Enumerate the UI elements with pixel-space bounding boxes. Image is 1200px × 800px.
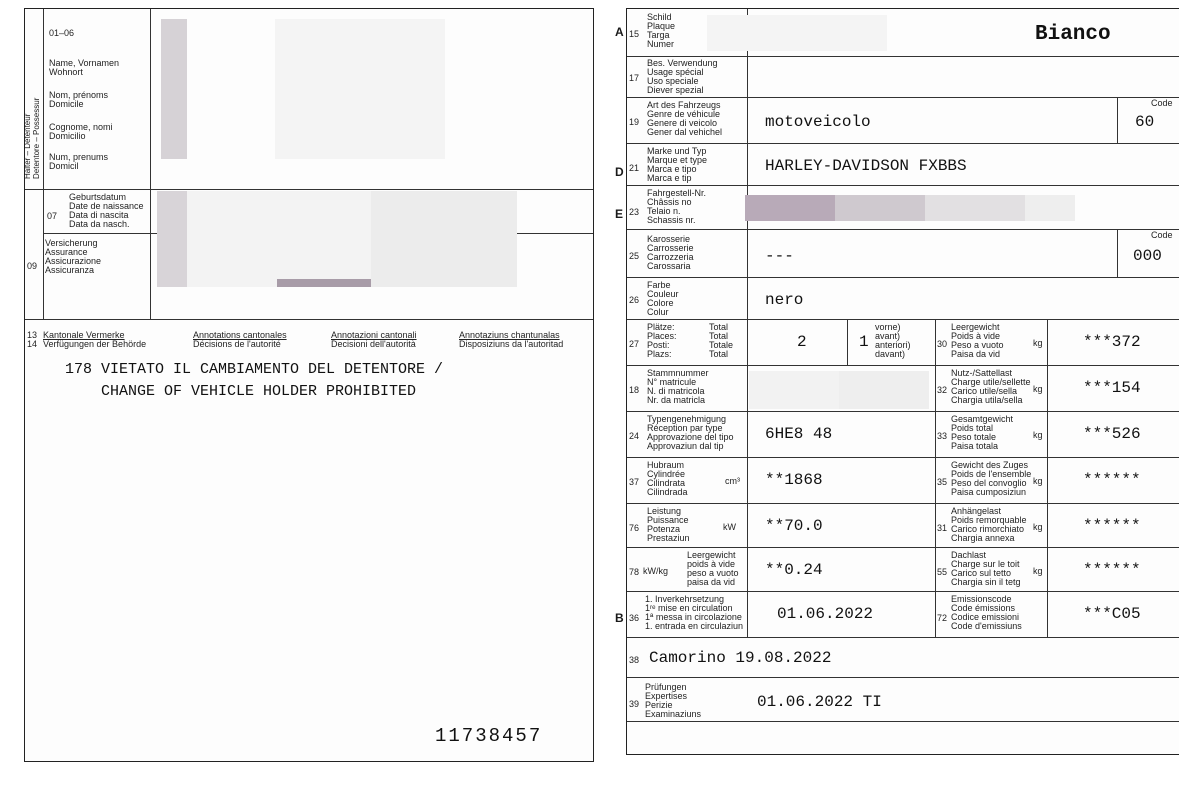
color-value: nero bbox=[765, 291, 804, 309]
field-30-number: 30 bbox=[937, 339, 948, 349]
holder-label-de: Name, Vornamen Wohnort bbox=[49, 58, 120, 77]
row-divider bbox=[627, 277, 1179, 278]
row-divider bbox=[627, 721, 1179, 722]
field-78-unit: kW/kg bbox=[643, 566, 669, 576]
annotation-header-rm: Annotaziuns chantunalas Disposiziuns da l'autoritad bbox=[459, 330, 564, 349]
annotation-header-it: Annotazioni cantonali Decisioni dell'autorità bbox=[331, 330, 417, 349]
field-35-unit: kg bbox=[1033, 476, 1043, 486]
body-value: --- bbox=[765, 247, 794, 265]
field-26-labels: Farbe Couleur Colore Colur bbox=[647, 280, 679, 317]
field-72-number: 72 bbox=[937, 613, 948, 623]
chassis-redacted-4 bbox=[1025, 195, 1075, 221]
train-weight-value: ****** bbox=[1083, 471, 1141, 489]
field-76-number: 76 bbox=[629, 523, 640, 533]
section-letter-e: E bbox=[615, 207, 624, 221]
power-weight-ratio-value: **0.24 bbox=[765, 561, 823, 579]
empty-weight-value: ***372 bbox=[1083, 333, 1141, 351]
type-approval-value: 6HE8 48 bbox=[765, 425, 833, 443]
roof-load-value: ****** bbox=[1083, 561, 1141, 579]
inspection-value: 01.06.2022 TI bbox=[757, 693, 882, 711]
row-divider bbox=[627, 591, 1179, 592]
field-35-number: 35 bbox=[937, 477, 948, 487]
row-divider bbox=[627, 319, 1179, 320]
first-registration-value: 01.06.2022 bbox=[777, 605, 874, 623]
code-label: Code bbox=[1151, 230, 1173, 240]
displacement-value: **1868 bbox=[765, 471, 823, 489]
seats-front-labels: vorne) avant) anteriori) davant) bbox=[875, 322, 911, 359]
holder-vertical-label: Halter – Détenteur Detentore – Possessur bbox=[23, 97, 41, 179]
field-32-number: 32 bbox=[937, 385, 948, 395]
section-letter-d: D bbox=[615, 165, 624, 179]
chassis-redacted-1 bbox=[745, 195, 835, 221]
field-18-number: 18 bbox=[629, 385, 640, 395]
row-divider bbox=[627, 185, 1179, 186]
annotation-header-fr: Annotations cantonales Décisions de l'autorité bbox=[193, 330, 287, 349]
holder-page bbox=[24, 8, 594, 762]
holder-left-divider bbox=[43, 9, 44, 319]
field-55-unit: kg bbox=[1033, 566, 1043, 576]
holder-code: 01–06 bbox=[49, 28, 75, 38]
insurance-redacted-bar bbox=[277, 279, 372, 287]
holder-label-rm: Num, prenums Domicil bbox=[49, 152, 109, 171]
field-30-labels: Leergewicht Poids à vide Peso a vuoto Paisa da vid bbox=[951, 322, 1004, 359]
field-32-labels: Nutz-/Sattellast Charge utile/sellette Carico utile/sella Chargia utila/sella bbox=[951, 368, 1031, 405]
field-33-unit: kg bbox=[1033, 430, 1043, 440]
field-31-number: 31 bbox=[937, 523, 948, 533]
field-27-labels: Plätze: Places: Posti: Plazs: bbox=[647, 322, 677, 359]
field-24-labels: Typengenehmigung Réception par type Approvazione del tipo Approvaziun dal tip bbox=[647, 414, 734, 451]
plate-color-value: Bianco bbox=[1035, 23, 1111, 46]
field-76-unit: kW bbox=[723, 522, 736, 532]
section-letter-a: A bbox=[615, 25, 624, 39]
field-31-unit: kg bbox=[1033, 522, 1043, 532]
field-39-number: 39 bbox=[629, 699, 640, 709]
emission-code-value: ***C05 bbox=[1083, 605, 1141, 623]
field-72-labels: Emissionscode Code émissions Codice emissioni Code d'emissiuns bbox=[951, 594, 1022, 631]
code-column-divider bbox=[1117, 97, 1118, 143]
field-23-labels: Fahrgestell-Nr. Châssis no Telaio n. Schassis nr. bbox=[647, 188, 707, 225]
field-36-number: 36 bbox=[629, 613, 640, 623]
row-divider bbox=[627, 637, 1179, 638]
field-18-labels: Stammnummer N° matricule N. di matricola Nr. da matricla bbox=[647, 368, 709, 405]
label-column-divider bbox=[747, 9, 748, 637]
field-15-number: 15 bbox=[629, 29, 640, 39]
document-number: 11738457 bbox=[435, 725, 543, 747]
right-half-divider bbox=[935, 319, 936, 637]
seats-divider bbox=[847, 319, 848, 365]
row-divider bbox=[627, 143, 1179, 144]
chassis-redacted-3 bbox=[925, 195, 1025, 221]
annotation-header-de: Kantonale Vermerke Verfügungen der Behörde bbox=[43, 330, 147, 349]
field-33-labels: Gesamtgewicht Poids total Peso totale Paisa totala bbox=[951, 414, 1014, 451]
vehicle-type-value: motoveicolo bbox=[765, 113, 871, 131]
field-38-number: 38 bbox=[629, 655, 640, 665]
payload-value: ***154 bbox=[1083, 379, 1141, 397]
field-24-number: 24 bbox=[629, 431, 640, 441]
vehicle-page bbox=[615, 8, 1179, 755]
seats-total-value: 2 bbox=[797, 333, 807, 351]
total-weight-value: ***526 bbox=[1083, 425, 1141, 443]
section-letter-b: B bbox=[615, 611, 624, 625]
vehicle-type-code: 60 bbox=[1135, 113, 1155, 131]
row-divider bbox=[627, 457, 1179, 458]
field-21-labels: Marke und Typ Marque et type Marca e tipo Marca e tip bbox=[647, 146, 708, 183]
holder-label-it: Cognome, nomi Domicilio bbox=[49, 122, 113, 141]
birth-redacted bbox=[157, 191, 187, 287]
field-25-labels: Karosserie Carrosserie Carrozzeria Carossaria bbox=[647, 234, 694, 271]
field-35-labels: Gewicht des Zuges Poids de l'ensemble Peso del convoglio Paisa cumposiziun bbox=[951, 460, 1032, 497]
seats-front-value: 1 bbox=[859, 333, 869, 351]
field-19-number: 19 bbox=[629, 117, 640, 127]
birth-field-number: 07 bbox=[47, 211, 58, 221]
field-31-labels: Anhängelast Poids remorquable Carico rimorchiato Chargia annexa bbox=[951, 506, 1027, 543]
field-55-number: 55 bbox=[937, 567, 948, 577]
holder-label-divider bbox=[150, 9, 151, 319]
field-23-number: 23 bbox=[629, 207, 640, 217]
remark-line-2: CHANGE OF VEHICLE HOLDER PROHIBITED bbox=[101, 383, 417, 400]
row-divider bbox=[627, 365, 1179, 366]
field-17-number: 17 bbox=[629, 73, 640, 83]
row-divider bbox=[627, 677, 1179, 678]
birth-divider bbox=[25, 189, 593, 190]
annotation-numbers: 13 14 bbox=[27, 330, 38, 349]
annotations-divider bbox=[25, 319, 593, 320]
field-27-total-labels: Total Total Totale Total bbox=[709, 322, 734, 359]
body-code: 000 bbox=[1133, 247, 1162, 265]
field-76-labels: Leistung Puissance Potenza Prestaziun bbox=[647, 506, 690, 543]
insurance-field-number: 09 bbox=[27, 261, 38, 271]
code-label: Code bbox=[1151, 98, 1173, 108]
field-78-number: 78 bbox=[629, 567, 640, 577]
make-model-value: HARLEY-DAVIDSON FXBBS bbox=[765, 157, 967, 175]
row-divider bbox=[627, 229, 1179, 230]
field-30-unit: kg bbox=[1033, 338, 1043, 348]
field-33-number: 33 bbox=[937, 431, 948, 441]
matriculation-redacted-1 bbox=[749, 371, 839, 409]
field-78-labels: Leergewicht poids à vide peso a vuoto paisa da vid bbox=[687, 550, 739, 587]
field-27-number: 27 bbox=[629, 339, 640, 349]
plate-number-redacted bbox=[707, 15, 887, 51]
field-21-number: 21 bbox=[629, 163, 640, 173]
field-26-number: 26 bbox=[629, 295, 640, 305]
row-divider bbox=[627, 97, 1179, 98]
remark-line-1: 178 VIETATO IL CAMBIAMENTO DEL DETENTORE / bbox=[65, 361, 444, 378]
power-value: **70.0 bbox=[765, 517, 823, 535]
code-column-divider bbox=[1117, 229, 1118, 277]
right-value-divider bbox=[1047, 319, 1048, 637]
row-divider bbox=[627, 56, 1179, 57]
holder-address-redacted bbox=[275, 19, 445, 159]
row-divider bbox=[627, 411, 1179, 412]
row-divider bbox=[627, 547, 1179, 548]
field-37-labels: Hubraum Cylindrée Cilindrata Cilindrada bbox=[647, 460, 688, 497]
field-37-number: 37 bbox=[629, 477, 640, 487]
field-17-labels: Bes. Verwendung Usage spécial Uso speciale Diever spezial bbox=[647, 58, 718, 95]
holder-name-redacted bbox=[161, 19, 187, 159]
chassis-redacted-2 bbox=[835, 195, 925, 221]
field-55-labels: Dachlast Charge sur le toit Carico sul tetto Chargia sin il tetg bbox=[951, 550, 1021, 587]
field-36-labels: 1. Inverkehrsetzung 1ʳᵉ mise en circulation 1ª messa in circolazione 1. entrada en circulaziun bbox=[645, 594, 744, 631]
birth-labels: Geburtsdatum Date de naissance Data di nascita Data da nasch. bbox=[69, 192, 144, 229]
towing-weight-value: ****** bbox=[1083, 517, 1141, 535]
field-15-labels: Schild Plaque Targa Numer bbox=[647, 12, 676, 49]
issue-place-date-value: Camorino 19.08.2022 bbox=[649, 649, 832, 667]
insurance-redacted-right bbox=[371, 191, 517, 287]
insurance-labels: Versicherung Assurance Assicurazione Assicuranza bbox=[45, 238, 102, 275]
holder-label-fr: Nom, prénoms Domicile bbox=[49, 90, 109, 109]
field-19-labels: Art des Fahrzeugs Genre de véhicule Genere di veicolo Gener dal vehichel bbox=[647, 100, 723, 137]
field-37-unit: cm³ bbox=[725, 476, 740, 486]
field-32-unit: kg bbox=[1033, 384, 1043, 394]
matriculation-redacted-2 bbox=[839, 371, 929, 409]
field-39-labels: Prüfungen Expertises Perizie Examinaziuns bbox=[645, 682, 702, 719]
field-25-number: 25 bbox=[629, 251, 640, 261]
row-divider bbox=[627, 503, 1179, 504]
